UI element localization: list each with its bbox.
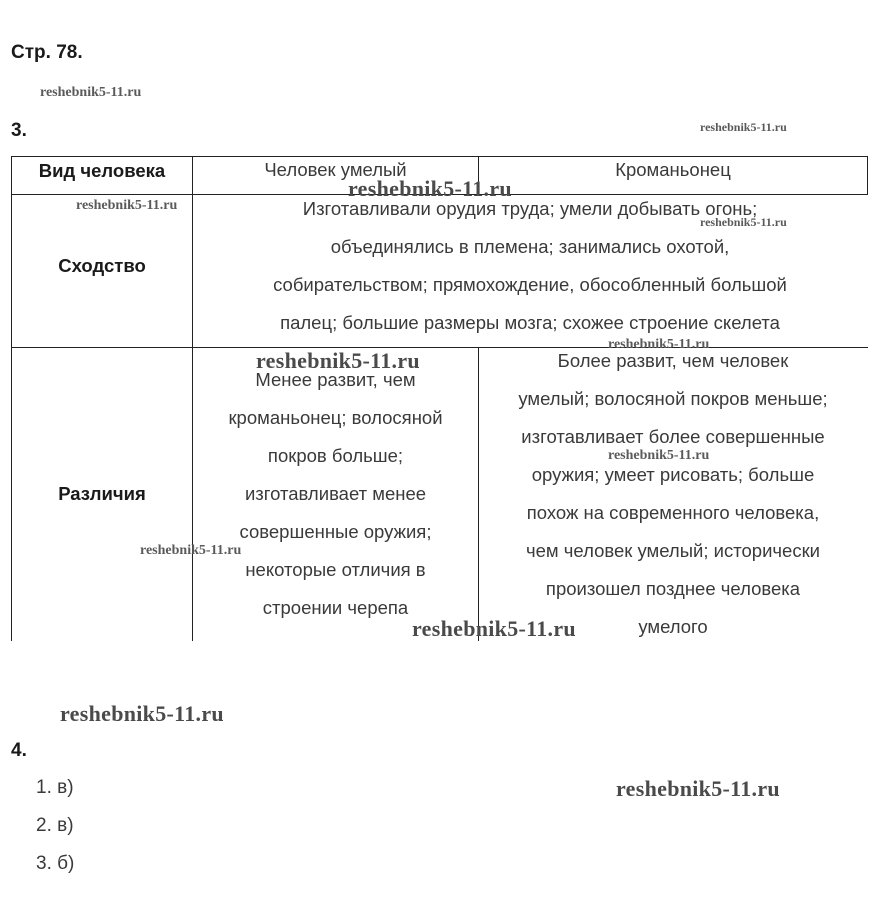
watermark: reshebnik5-11.ru [608, 448, 710, 463]
watermark: reshebnik5-11.ru [76, 198, 178, 213]
difference-line: строении черепа [262, 597, 409, 618]
cro-magnon-differences [479, 342, 867, 646]
watermark: reshebnik5-11.ru [40, 85, 142, 100]
answer-item: 2. в) [36, 815, 74, 836]
watermark: reshebnik5-11.ru [700, 120, 787, 134]
difference-line: чем человек умелый; исторически [525, 540, 821, 561]
table-border-right-header [867, 156, 868, 194]
similarity-line: собирательством; прямохождение, обособленный большой [273, 274, 787, 295]
watermark: reshebnik5-11.ru [412, 616, 576, 641]
similarity-line: палец; большие размеры мозга; схожее строение скелета [280, 312, 780, 333]
homo-habilis-differences [193, 361, 478, 627]
difference-line: изготавливает более совершенные [521, 426, 825, 447]
difference-line: изготавливает менее [244, 483, 427, 504]
similarity-line: объединялись в племена; занимались охотой, [330, 236, 730, 257]
task-3-number: 3. [11, 120, 27, 141]
row-label-similarity: Сходство [58, 255, 146, 276]
difference-line: Более развит, чем человек [557, 350, 789, 371]
difference-line: совершенные оружия; [239, 521, 432, 542]
similarity-text [193, 190, 867, 342]
table-header-homo-habilis: Человек умелый [264, 159, 407, 180]
difference-line: произошел позднее человека [545, 578, 801, 599]
page-heading: Стр. 78. [11, 42, 83, 63]
watermark: reshebnik5-11.ru [608, 337, 710, 352]
table-border-left [11, 156, 12, 641]
difference-line: умелого [638, 616, 708, 637]
watermark: reshebnik5-11.ru [256, 348, 420, 373]
watermark: reshebnik5-11.ru [700, 215, 787, 229]
difference-line: покров больше; [267, 445, 404, 466]
table-header-species: Вид человека [38, 160, 166, 181]
watermark: reshebnik5-11.ru [616, 776, 780, 801]
difference-line: некоторые отличия в [245, 559, 426, 580]
table-header-cro-magnon: Кроманьонец [615, 159, 731, 180]
difference-line: похож на современного человека, [526, 502, 820, 523]
answer-item: 3. б) [36, 853, 75, 874]
task-4-number: 4. [11, 740, 27, 761]
difference-line: умелый; волосяной покров меньше; [518, 388, 828, 409]
watermark: reshebnik5-11.ru [348, 176, 512, 201]
answer-item: 1. в) [36, 777, 74, 798]
row-label-differences: Различия [58, 483, 146, 504]
watermark: reshebnik5-11.ru [140, 543, 242, 558]
similarity-line: Изготавливали орудия труда; умели добывать огонь; [302, 198, 758, 219]
difference-line: кроманьонец; волосяной [228, 407, 443, 428]
difference-line: Менее развит, чем [255, 369, 416, 390]
difference-line: оружия; умеет рисовать; больше [531, 464, 815, 485]
watermark: reshebnik5-11.ru [60, 701, 224, 726]
